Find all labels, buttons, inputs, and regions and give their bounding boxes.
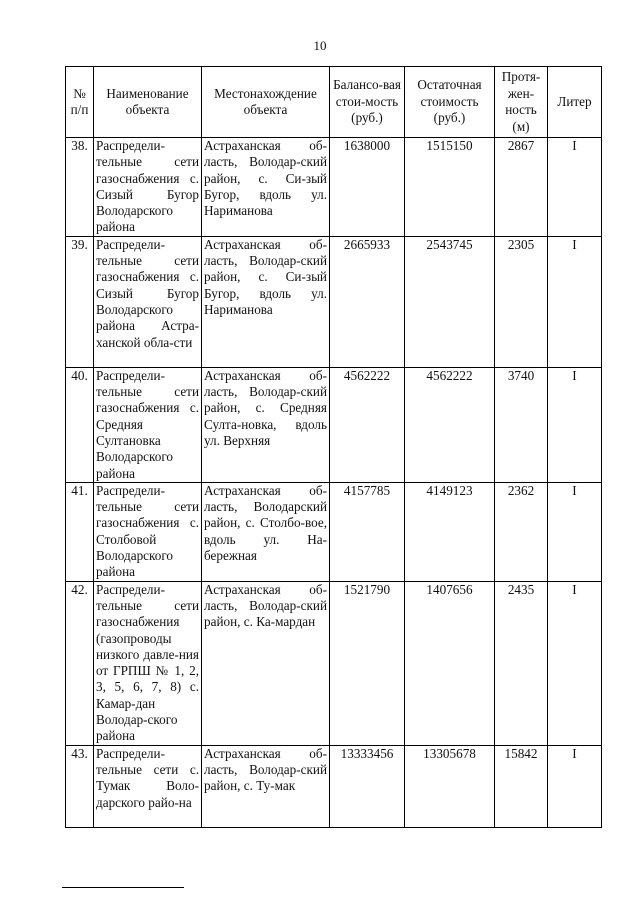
header-name: Наименование объекта <box>94 67 202 138</box>
row-num: 42. <box>66 581 94 745</box>
object-name: Распредели-тельные сети газоснабжения с. Средняя Султановка Володарского района <box>94 367 202 482</box>
object-name: Распредели-тельные сети газоснабжения с. Столбовой Володарского района <box>94 482 202 581</box>
balance-value: 13333456 <box>330 745 405 827</box>
residual-value: 2543745 <box>405 236 495 367</box>
object-name: Распредели-тельные сети газоснабжения (газопроводы низкого давле-ния от ГРПШ № 1, 2, 3, 5, 6, 7, 8) с. Камар-дан Володар-ского района <box>94 581 202 745</box>
length-value: 2305 <box>495 236 548 367</box>
property-registry-table <box>65 66 602 828</box>
page-number: 10 <box>313 38 327 53</box>
object-location: Астраханская об-ласть, Володар-ский район, с. Средняя Султа-новка, вдоль ул. Верхняя <box>202 367 330 482</box>
header-liter: Литер <box>548 67 602 138</box>
length-value: 2435 <box>495 581 548 745</box>
footnote-rule <box>62 887 184 888</box>
liter-value: I <box>548 745 602 827</box>
liter-value: I <box>548 367 602 482</box>
header-balance: Балансо-вая стои-мость (руб.) <box>330 67 405 138</box>
length-value: 2362 <box>495 482 548 581</box>
table-row <box>66 482 602 581</box>
residual-value: 13305678 <box>405 745 495 827</box>
header-num: № п/п <box>66 67 94 138</box>
liter-value: I <box>548 236 602 367</box>
length-value: 3740 <box>495 367 548 482</box>
table-row <box>66 745 602 827</box>
residual-value: 4149123 <box>405 482 495 581</box>
liter-value: I <box>548 138 602 237</box>
row-num: 40. <box>66 367 94 482</box>
table-row <box>66 138 602 237</box>
balance-value: 2665933 <box>330 236 405 367</box>
liter-value: I <box>548 581 602 745</box>
length-value: 2867 <box>495 138 548 237</box>
liter-value: I <box>548 482 602 581</box>
object-name: Распредели-тельные сети газоснабжения с. Сизый Бугор Володарского района Астра-ханской обла-сти <box>94 236 202 367</box>
object-name: Распредели-тельные сети газоснабжения с. Сизый Бугор Володарского района <box>94 138 202 237</box>
table-row <box>66 367 602 482</box>
header-length: Протя-жен-ность (м) <box>495 67 548 138</box>
residual-value: 1515150 <box>405 138 495 237</box>
residual-value: 4562222 <box>405 367 495 482</box>
object-location: Астраханская об-ласть, Володар-ский район, с. Ту-мак <box>202 745 330 827</box>
object-location: Астраханская об-ласть, Володар-ский район, с. Си-зый Бугор, вдоль ул. Нариманова <box>202 236 330 367</box>
balance-value: 1521790 <box>330 581 405 745</box>
balance-value: 4157785 <box>330 482 405 581</box>
header-row <box>66 67 602 138</box>
balance-value: 4562222 <box>330 367 405 482</box>
header-location: Местонахождение объекта <box>202 67 330 138</box>
row-num: 43. <box>66 745 94 827</box>
table-row <box>66 236 602 367</box>
header-residual: Остаточная стоимость (руб.) <box>405 67 495 138</box>
residual-value: 1407656 <box>405 581 495 745</box>
object-name: Распредели-тельные сети с. Тумак Воло-дарского райо-на <box>94 745 202 827</box>
table-row <box>66 581 602 745</box>
row-num: 41. <box>66 482 94 581</box>
length-value: 15842 <box>495 745 548 827</box>
object-location: Астраханская об-ласть, Володар-ский район, с. Ка-мардан <box>202 581 330 745</box>
object-location: Астраханская об-ласть, Володарский район, с. Столбо-вое, вдоль ул. На-бережная <box>202 482 330 581</box>
balance-value: 1638000 <box>330 138 405 237</box>
row-num: 38. <box>66 138 94 237</box>
row-num: 39. <box>66 236 94 367</box>
object-location: Астраханская об-ласть, Володар-ский район, с. Си-зый Бугор, вдоль ул. Нариманова <box>202 138 330 237</box>
